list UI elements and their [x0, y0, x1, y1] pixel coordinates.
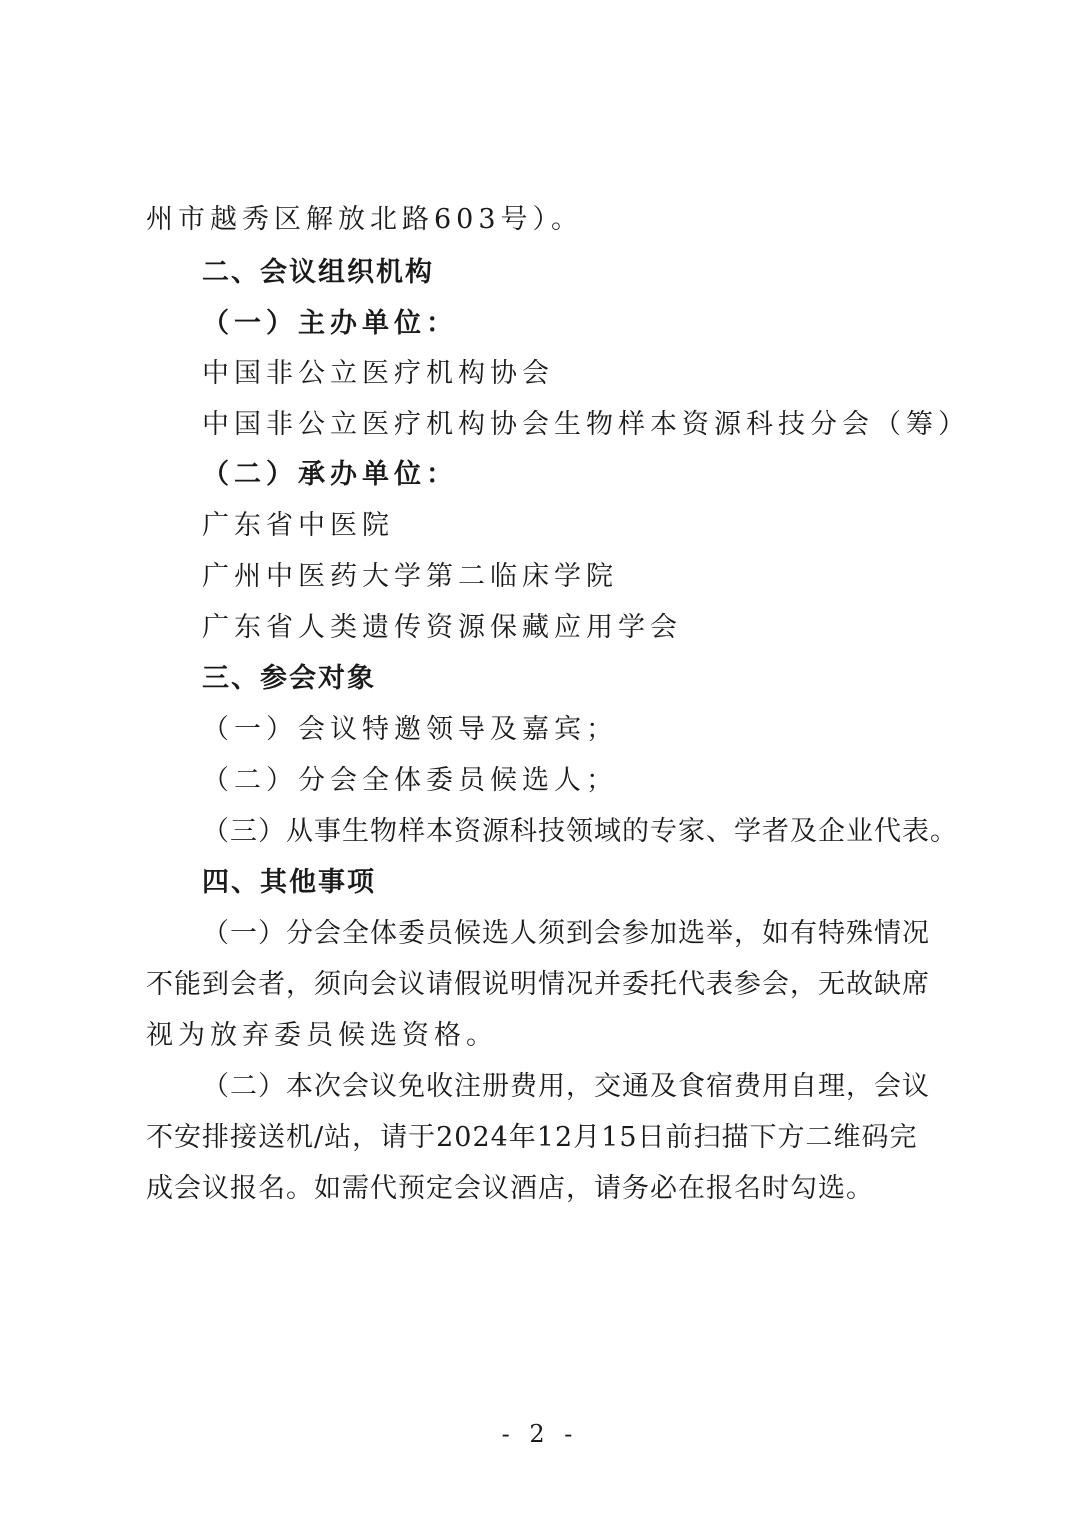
other-item-1-line-1: （一）分会全体委员候选人须到会参加选举，如有特殊情况	[202, 918, 930, 949]
host-organization-2: 中国非公立医疗机构协会生物样本资源科技分会（筹）	[202, 409, 970, 440]
paragraph-address-continuation: 州市越秀区解放北路603号）。	[146, 204, 584, 235]
other-item-1-line-2: 不能到会者，须向会议请假说明情况并委托代表参会，无故缺席	[146, 969, 930, 1000]
host-organization-1: 中国非公立医疗机构协会	[202, 358, 554, 389]
other-item-2-line-2: 不安排接送机/站，请于2024年12月15日前扫描下方二维码完	[146, 1122, 918, 1153]
other-item-2-line-1: （二）本次会议免收注册费用，交通及食宿费用自理，会议	[202, 1071, 930, 1102]
section-heading-other: 四、其他事项	[202, 867, 376, 898]
section-heading-attendees: 三、参会对象	[202, 663, 376, 694]
organizer-1: 广东省中医院	[202, 510, 394, 541]
section-heading-organization: 二、会议组织机构	[202, 257, 434, 288]
attendee-item-3: （三）从事生物样本资源科技领域的专家、学者及企业代表。	[202, 816, 958, 847]
attendee-item-2: （二）分会全体委员候选人；	[202, 765, 618, 796]
other-item-1-line-3: 视为放弃委员候选资格。	[146, 1020, 498, 1051]
page-number: - 2 -	[501, 1420, 579, 1448]
subheading-host: （一）主办单位：	[202, 308, 458, 339]
attendee-item-1: （一）会议特邀领导及嘉宾；	[202, 714, 618, 745]
organizer-2: 广州中医药大学第二临床学院	[202, 561, 618, 592]
other-item-2-line-3: 成会议报名。如需代预定会议酒店，请务必在报名时勾选。	[146, 1173, 874, 1204]
subheading-organizer: （二）承办单位：	[202, 459, 458, 490]
organizer-3: 广东省人类遗传资源保藏应用学会	[202, 612, 682, 643]
